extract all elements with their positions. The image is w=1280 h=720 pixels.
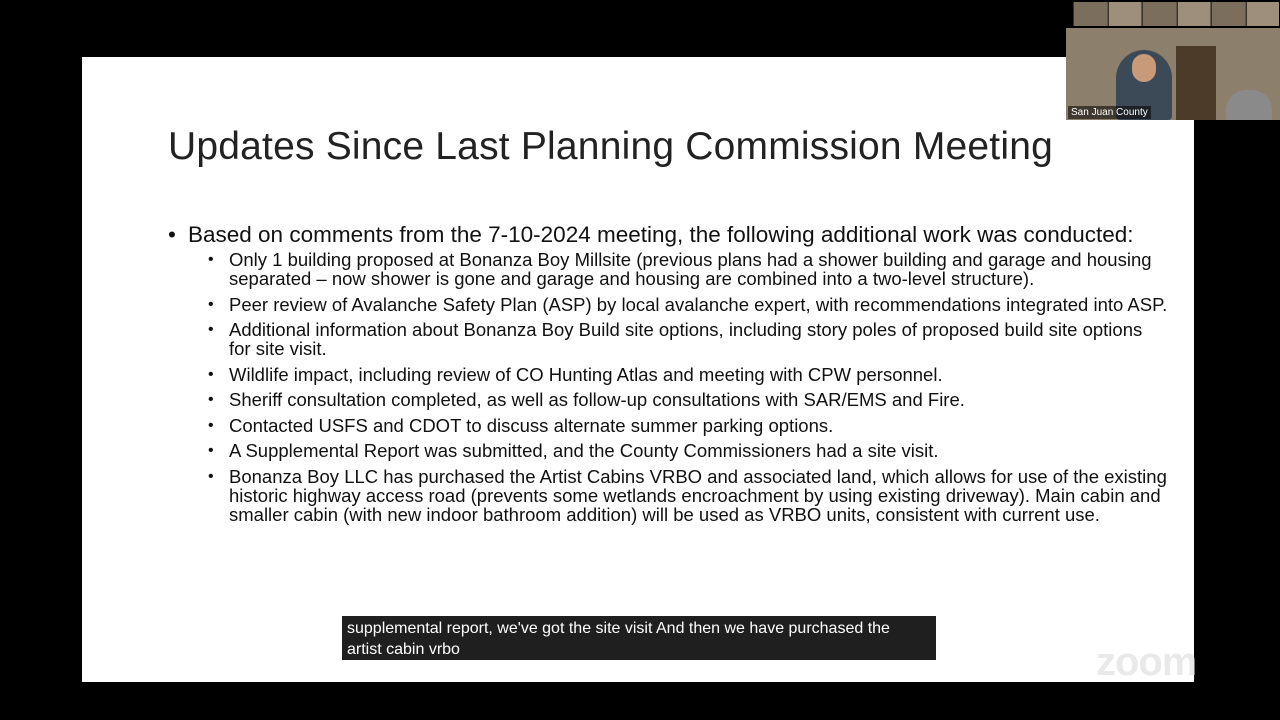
sub-bullet bbox=[168, 390, 1168, 409]
sub-bullet-text: Contacted USFS and CDOT to discuss alternate summer parking options. bbox=[229, 414, 834, 436]
sub-bullet bbox=[168, 416, 1168, 435]
caption-line-1: supplemental report, we've got the site visit And then we have purchased the bbox=[347, 620, 890, 637]
sub-bullet-text: Bonanza Boy LLC has purchased the Artist Cabins VRBO and associated land, which allows for use of the existing historic highway access road (prevents some wetlands encroachment by using existing driveway). Main cabin and smaller cabin (with new indoor bathroom addition) will be used as VRBO units, consistent with current use. bbox=[229, 465, 1167, 525]
sub-bullet-list bbox=[168, 250, 1168, 524]
caption-line-2: artist cabin vrbo bbox=[347, 641, 460, 658]
bullet-marker: • bbox=[208, 416, 214, 434]
video-person-secondary bbox=[1226, 90, 1272, 120]
thumbnail[interactable] bbox=[1073, 2, 1107, 26]
thumbnail[interactable] bbox=[1211, 2, 1245, 26]
bullet-marker: • bbox=[168, 222, 176, 247]
slide-content bbox=[168, 223, 1168, 530]
main-bullet-text: Based on comments from the 7-10-2024 meeting, the following additional work was conducted: bbox=[188, 222, 1134, 247]
main-bullet bbox=[168, 223, 1168, 246]
zoom-watermark: zoom bbox=[1096, 640, 1197, 684]
participant-thumbnail-strip[interactable] bbox=[1073, 2, 1279, 26]
sub-bullet bbox=[168, 320, 1168, 358]
participant-name-label: San Juan County bbox=[1068, 106, 1151, 119]
sub-bullet-text: Sheriff consultation completed, as well as follow-up consultations with SAR/EMS and Fire. bbox=[229, 389, 965, 410]
bullet-marker: • bbox=[208, 391, 214, 408]
video-door bbox=[1176, 46, 1216, 120]
thumbnail[interactable] bbox=[1108, 2, 1142, 26]
sub-bullet-text: A Supplemental Report was submitted, and the County Commissioners had a site visit. bbox=[229, 440, 939, 461]
sub-bullet-text: Wildlife impact, including review of CO Hunting Atlas and meeting with CPW personnel. bbox=[229, 363, 943, 385]
bullet-marker: • bbox=[208, 321, 214, 338]
sub-bullet bbox=[168, 467, 1168, 524]
participant-video-tile[interactable] bbox=[1066, 28, 1280, 120]
thumbnail[interactable] bbox=[1246, 2, 1280, 26]
bullet-marker: • bbox=[208, 467, 214, 485]
sub-bullet-text: Peer review of Avalanche Safety Plan (ASP) by local avalanche expert, with recommendations integrated into ASP. bbox=[229, 293, 1168, 315]
bullet-marker: • bbox=[208, 442, 214, 459]
live-caption bbox=[342, 616, 936, 660]
video-person-head bbox=[1132, 54, 1156, 82]
thumbnail[interactable] bbox=[1142, 2, 1176, 26]
presentation-slide bbox=[82, 57, 1194, 682]
slide-title: Updates Since Last Planning Commission Meeting bbox=[168, 125, 1053, 168]
sub-bullet bbox=[168, 441, 1168, 460]
sub-bullet bbox=[168, 295, 1168, 314]
thumbnail[interactable] bbox=[1177, 2, 1211, 26]
sub-bullet-text: Only 1 building proposed at Bonanza Boy Millsite (previous plans had a shower building and garage and housing separated – now shower is gone and garage and housing are combined into a two-level structure). bbox=[229, 249, 1152, 289]
bullet-marker: • bbox=[208, 295, 214, 313]
bullet-marker: • bbox=[208, 251, 214, 268]
bullet-marker: • bbox=[208, 365, 214, 383]
sub-bullet bbox=[168, 250, 1168, 288]
sub-bullet-text: Additional information about Bonanza Boy Build site options, including story poles of proposed build site options for site visit. bbox=[229, 319, 1143, 359]
sub-bullet bbox=[168, 365, 1168, 384]
